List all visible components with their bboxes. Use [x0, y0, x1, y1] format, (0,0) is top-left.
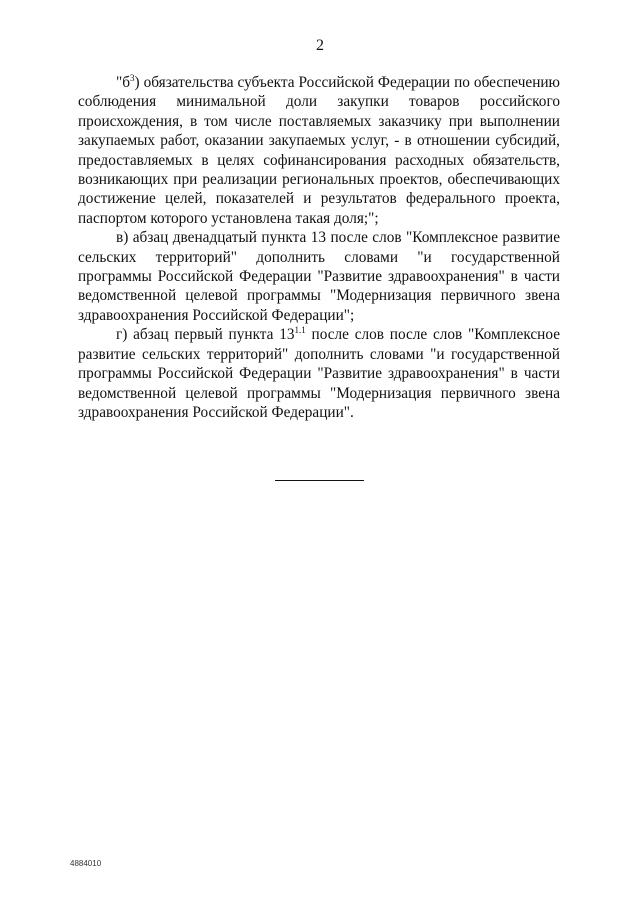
paragraph-b3-start: "б	[116, 74, 131, 91]
paragraph-g-text: после слов после слов "Комплексное развитие сельских территорий" дополнить словами "и государственной программы Российской Федерации "Развитие здравоохранения" в части ведомственной целевой программы "Модернизация первичного звена здравоохранения Российской Федерации".	[78, 326, 560, 421]
paragraph-g	[78, 325, 560, 422]
paragraph-b3-text: ) обязательства субъекта Российской Федерации по обеспечению соблюдения минимальной доли закупки товаров российского происхождения, в том числе поставляемых заказчику при выполнении закупаемых работ, оказании закупаемых услуг, - в отношении субсидий, предоставляемых в целях софинансирования расходных обязательств, возникающих при реализации региональных проектов, обеспечивающих достижение целей, показателей и результатов федерального проекта, паспортом которого установлена такая доля;";	[78, 74, 560, 227]
paragraph-g-superscript: 1.1	[294, 325, 306, 336]
paragraph-v: в) абзац двенадцатый пункта 13 после слов "Комплексное развитие сельских территорий" дополнить словами "и государственной программы Российской Федерации "Развитие здравоохранения" в части ведомственной целевой программы "Модернизация первичного звена здравоохранения Российской Федерации";	[78, 229, 560, 324]
document-code: 4884010	[70, 859, 102, 868]
page-number: 2	[316, 37, 324, 54]
document-body	[78, 73, 560, 422]
end-divider-line	[275, 480, 364, 481]
paragraph-b3-superscript: 3	[130, 72, 135, 83]
paragraph-b3	[78, 73, 560, 228]
paragraph-g-start: г) абзац первый пункта 13	[116, 326, 295, 344]
